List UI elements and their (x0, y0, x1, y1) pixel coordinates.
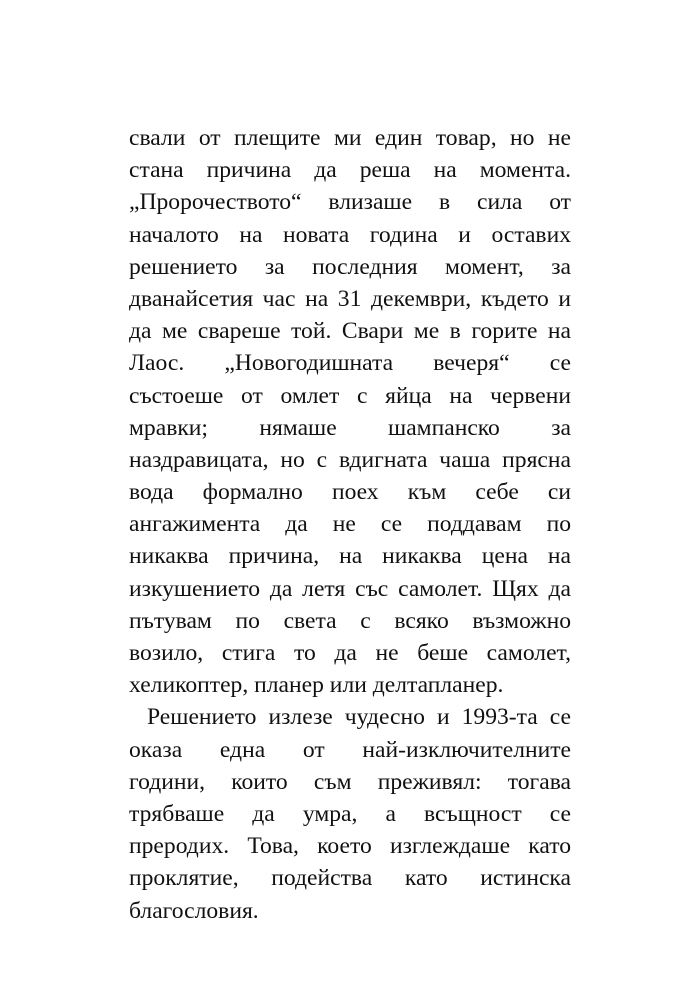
text-line: вода формално поех към себе си (129, 479, 571, 506)
text-line: никаква причина, на никаква цена на (129, 543, 571, 570)
text-line: изкушението да летя със самолет. Щях да (129, 575, 571, 602)
text-line: години, които съм преживял: тогава (129, 768, 571, 795)
text-line: преродих. Това, което изглеждаше като (129, 833, 571, 860)
text-line: наздравицата, но с вдигната чаша прясна (129, 446, 571, 473)
text-line: оказа една от най-изключителните (129, 736, 571, 763)
text-line: трябваше да умра, а всъщност се (129, 800, 571, 827)
text-line: Решението излезе чудесно и 1993-та се (147, 704, 571, 731)
text-line: хеликоптер, планер или делтапланер. (129, 672, 504, 699)
paragraph-1 (129, 122, 571, 701)
text-line: возило, стига то да не беше самолет, (129, 640, 571, 666)
text-line: стана причина да реша на момента. (129, 157, 571, 184)
text-line: проклятие, подейства като истинска (129, 865, 571, 892)
body-text (129, 122, 571, 927)
text-line: ангажимента да не се поддавам по (129, 511, 571, 538)
text-line: мравки; нямаше шампанско за (129, 414, 571, 441)
text-line: решението за последния момент, за (129, 253, 571, 280)
paragraph-2 (129, 701, 571, 926)
text-line: пътувам по света с всяко възможно (129, 607, 571, 634)
text-line: Лаос. „Новогодишната вечеря“ се (129, 350, 571, 377)
text-line: началото на новата година и оставих (129, 221, 571, 248)
text-line: състоеше от омлет с яйца на червени (129, 382, 571, 409)
text-line: свали от плещите ми един товар, но не (129, 125, 571, 151)
text-line: „Пророчеството“ влизаше в сила от (129, 189, 571, 216)
text-line: дванайсетия час на 31 декември, където и (129, 285, 571, 312)
text-line: благословия. (129, 897, 259, 924)
text-line: да ме свареше той. Свари ме в горите на (129, 318, 571, 345)
